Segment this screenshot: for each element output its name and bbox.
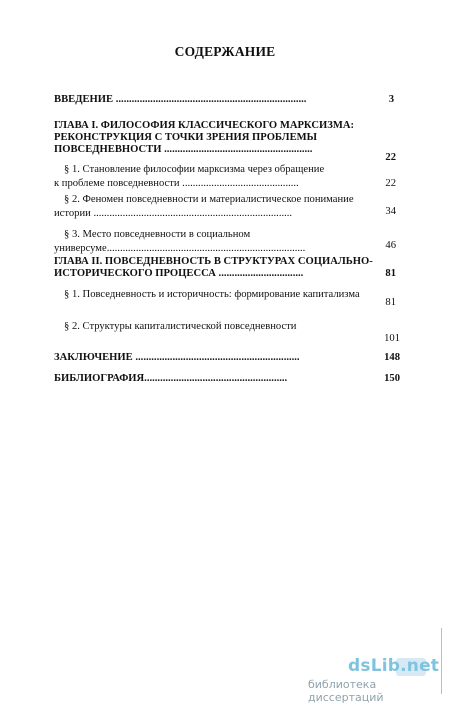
toc-page-ch2-section-2: 101 (384, 333, 400, 344)
toc-entry-chapter-2-line-2: ИСТОРИЧЕСКОГО ПРОЦЕССА ................................ (54, 268, 304, 279)
toc-page-ch2-section-1: 81 (385, 297, 396, 308)
watermark-subtitle: библиотека диссертаций (308, 678, 384, 704)
toc-entry-ch1-section-1-line-1: § 1. Становление философии марксизма через обращение (64, 164, 325, 175)
toc-entry-ch1-section-3-line-2: универсуме........................................................................... (54, 243, 306, 254)
toc-entry-bibliography: БИБЛИОГРАФИЯ...................................................... (54, 373, 288, 384)
toc-page-ch1-section-1: 22 (385, 178, 396, 189)
toc-entry-ch1-section-2-line-2: истории ........................................................................... (54, 208, 293, 219)
toc-page-introduction: 3 (388, 94, 394, 105)
toc-entry-ch1-section-1-line-2: к проблеме повседневности ............................................ (54, 178, 299, 189)
toc-page-conclusion: 148 (384, 352, 400, 363)
toc-entry-ch2-section-1: § 1. Повседневность и историчность: формирование капитализма (64, 289, 360, 300)
toc-page-ch1-section-3: 46 (385, 240, 396, 251)
page-title: СОДЕРЖАНИЕ (174, 44, 276, 59)
toc-entry-ch1-section-3-line-1: § 3. Место повседневности в социальном (64, 229, 251, 240)
toc-entry-chapter-1-line-2: РЕКОНСТРУКЦИЯ С ТОЧКИ ЗРЕНИЯ ПРОБЛЕМЫ (54, 132, 318, 143)
toc-entry-chapter-1-line-3: ПОВСЕДНЕВНОСТИ ........................................................ (54, 144, 313, 155)
toc-entry-chapter-2-line-1: ГЛАВА II. ПОВСЕДНЕВНОСТЬ В СТРУКТУРАХ СОЦИАЛЬНО- (54, 256, 373, 267)
watermark (300, 656, 450, 704)
toc-page-chapter-1: 22 (385, 152, 396, 163)
toc-entry-conclusion: ЗАКЛЮЧЕНИЕ .............................................................. (54, 352, 300, 363)
toc-entry-chapter-1-line-1: ГЛАВА I. ФИЛОСОФИЯ КЛАССИЧЕСКОГО МАРКСИЗМА: (54, 120, 355, 131)
toc-entry-introduction: ВВЕДЕНИЕ ........................................................................ (54, 94, 307, 105)
toc-entry-ch2-section-2: § 2. Структуры капиталистической повседневности (64, 321, 297, 332)
toc-page-bibliography: 150 (384, 373, 400, 384)
toc-page-ch1-section-2: 34 (385, 206, 396, 217)
toc-entry-ch1-section-2-line-1: § 2. Феномен повседневности и материалистическое понимание (64, 194, 354, 205)
toc-page-chapter-2: 81 (385, 268, 396, 279)
watermark-logo: dsLib.net (348, 656, 440, 676)
